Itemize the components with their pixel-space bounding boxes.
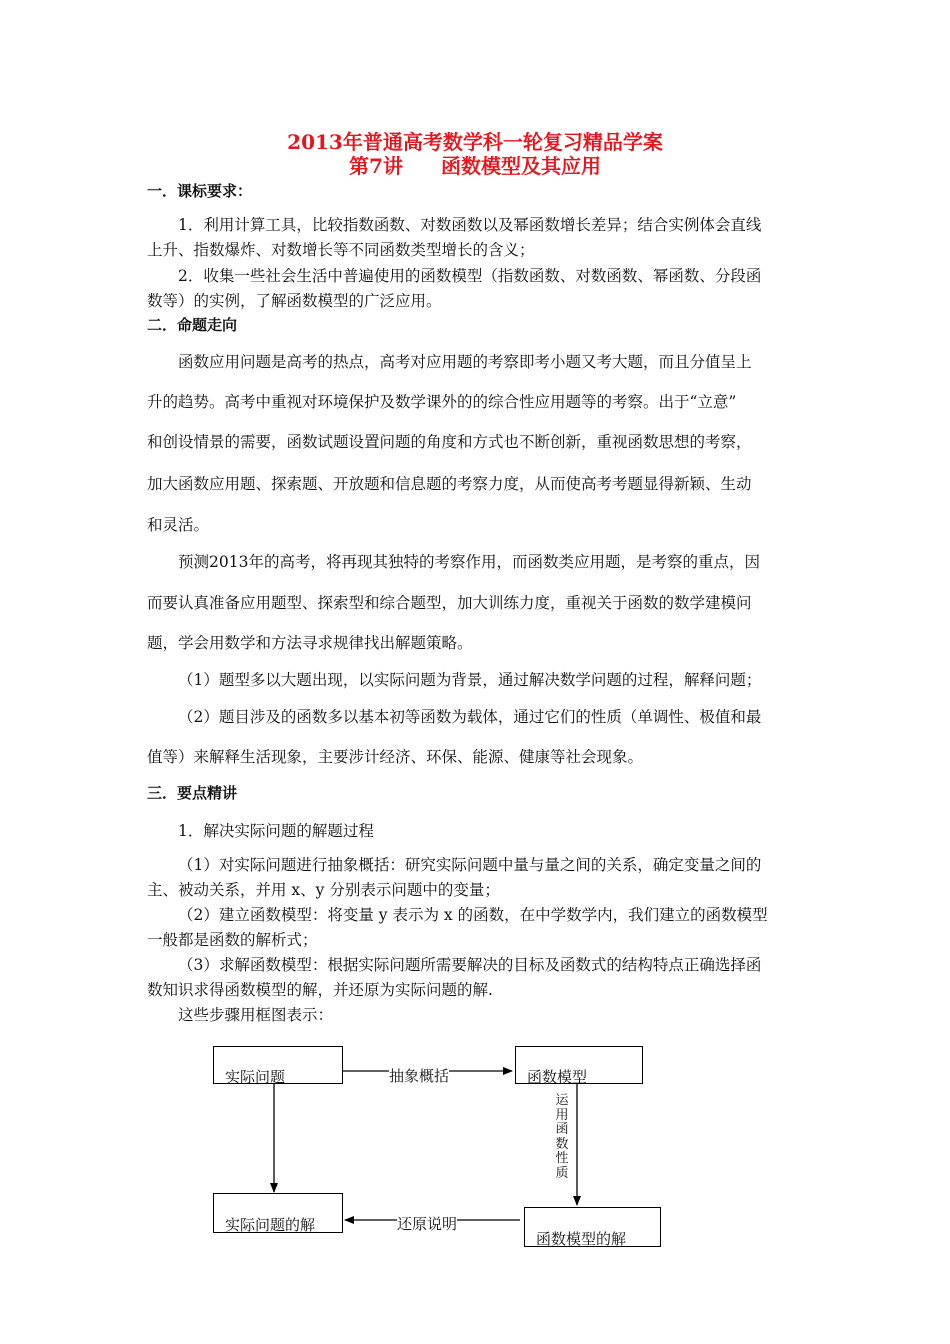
paragraph-line: 1．利用计算工具，比较指数函数、对数函数以及幂函数增长差异；结合实例体会直线	[178, 216, 762, 234]
paragraph-line: 加大函数应用题、探索题、开放题和信息题的考察力度，从而使高考考题显得新颖、生动	[147, 475, 752, 493]
paragraph-line: 数知识求得函数模型的解，并还原为实际问题的解.	[147, 981, 493, 999]
paragraph-line: （2）题目涉及的函数多以基本初等函数为载体，通过它们的性质（单调性、极值和最	[178, 708, 762, 726]
paragraph-line: 预测2013年的高考，将再现其独特的考察作用，而函数类应用题，是考察的重点，因	[178, 553, 760, 571]
lecture-number: 第7讲	[349, 154, 403, 178]
box-label: 函数模型	[527, 1068, 588, 1086]
paragraph-line: 这些步骤用框图表示：	[178, 1006, 334, 1024]
paragraph-line: 升的趋势。高考中重视对环境保护及数学课外的的综合性应用题等的考察。出于“立意”	[147, 393, 737, 411]
paragraph-line: 2．收集一些社会生活中普遍使用的函数模型（指数函数、对数函数、幂函数、分段函	[178, 267, 762, 285]
arrow-label-apply-properties: 运用函数性质	[555, 1093, 569, 1181]
paragraph-line: 主、被动关系，并用 x、y 分别表示问题中的变量；	[147, 881, 500, 899]
paragraph-line: 函数应用问题是高考的热点，高考对应用题的考察即考小题又考大题，而且分值呈上	[178, 353, 752, 371]
box-real-problem	[213, 1046, 343, 1084]
doc-title-line1: 2013年普通高考数学科一轮复习精品学案	[287, 130, 663, 154]
paragraph-line: 上升、指数爆炸、对数增长等不同函数类型增长的含义；	[147, 241, 535, 259]
box-label: 函数模型的解	[536, 1230, 627, 1248]
paragraph-line: 而要认真准备应用题型、探索型和综合题型，加大训练力度，重视关于函数的数学建模问	[147, 594, 752, 612]
paragraph-line: （2）建立函数模型：将变量 y 表示为 x 的函数，在中学数学内，我们建立的函数模型	[178, 906, 768, 924]
paragraph-line: （1）题型多以大题出现，以实际问题为背景，通过解决数学问题的过程，解释问题；	[178, 671, 762, 689]
arrow-label-abstract: 抽象概括	[389, 1067, 450, 1085]
paragraph-line: （1）对实际问题进行抽象概括：研究实际问题中量与量之间的关系，确定变量之间的	[178, 856, 762, 874]
box-real-solution	[213, 1193, 343, 1233]
paragraph-line: 和灵活。	[147, 516, 210, 534]
paragraph-line: 一般都是函数的解析式；	[147, 931, 318, 949]
lecture-topic: 函数模型及其应用	[440, 154, 601, 178]
section-heading-3: 三．要点精讲	[147, 784, 238, 802]
section-heading-2: 二．命题走向	[147, 316, 238, 334]
box-label: 实际问题	[225, 1068, 286, 1086]
paragraph-line: 题，学会用数学和方法寻求规律找出解题策略。	[147, 634, 473, 652]
box-function-model	[515, 1046, 643, 1084]
arrow-label-restore: 还原说明	[397, 1215, 458, 1233]
paragraph-line: 和创设情景的需要，函数试题设置问题的角度和方式也不断创新，重视函数思想的考察，	[147, 433, 752, 451]
box-label: 实际问题的解	[225, 1216, 316, 1234]
box-model-solution	[524, 1207, 661, 1247]
paragraph-line: 数等）的实例，了解函数模型的广泛应用。	[147, 292, 442, 310]
paragraph-line: 值等）来解释生活现象，主要涉计经济、环保、能源、健康等社会现象。	[147, 748, 644, 766]
paragraph-line: 1．解决实际问题的解题过程	[178, 822, 374, 840]
section-heading-1: 一．课标要求：	[147, 182, 253, 200]
paragraph-line: （3）求解函数模型：根据实际问题所需要解决的目标及函数式的结构特点正确选择函	[178, 956, 762, 974]
